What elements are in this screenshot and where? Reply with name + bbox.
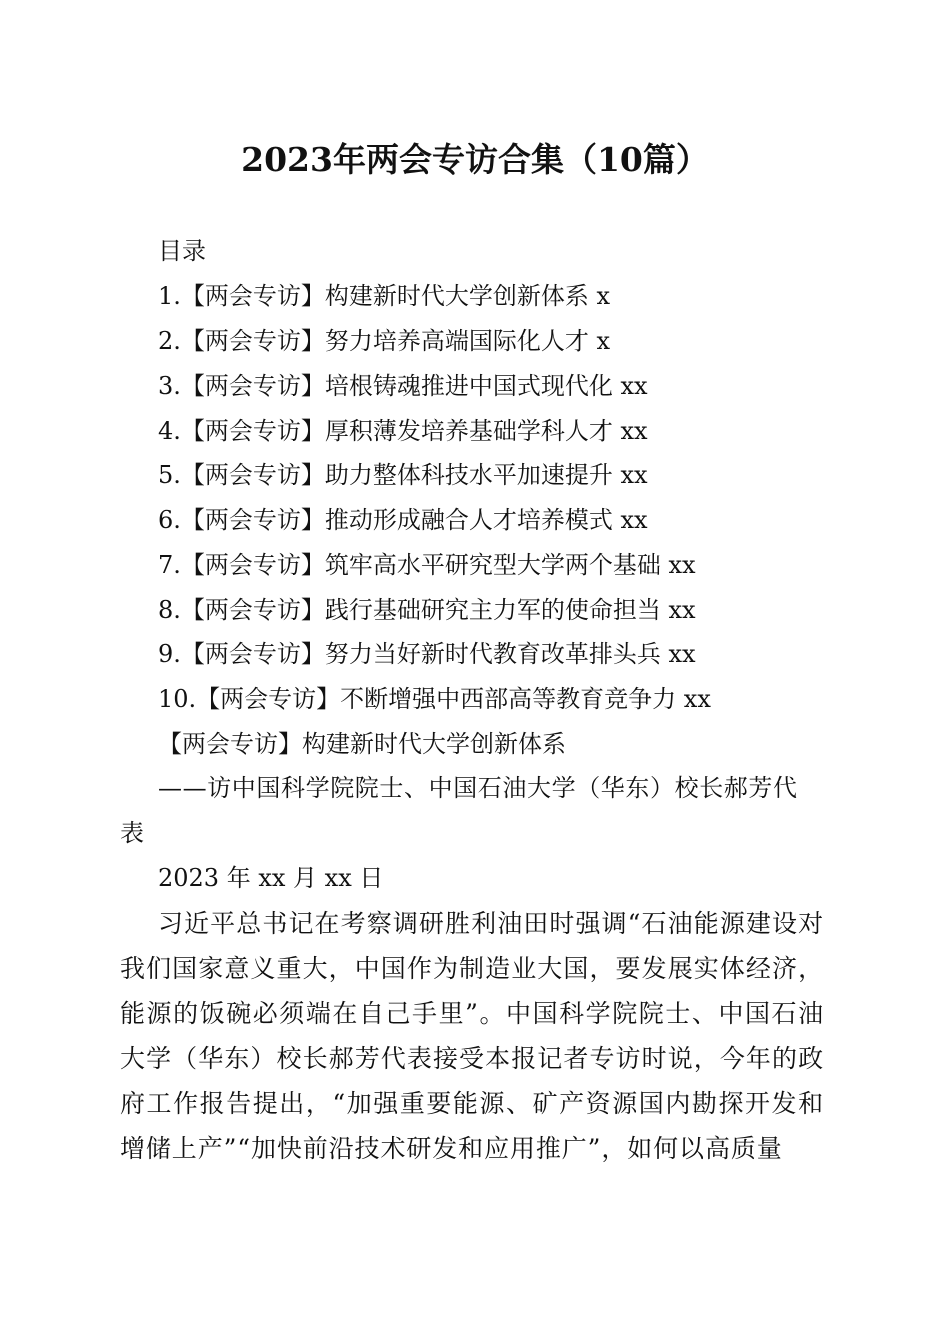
toc-label: 目录 (158, 237, 206, 265)
toc-item-3: 3.【两会专访】培根铸魂推进中国式现代化 xx (158, 372, 648, 400)
article-subtitle-line-1: ——访中国科学院院士、中国石油大学（华东）校长郝芳代 (158, 774, 798, 802)
toc-item-10: 10.【两会专访】不断增强中西部高等教育竞争力 xx (158, 685, 711, 713)
toc-item-1: 1.【两会专访】构建新时代大学创新体系 x (158, 282, 611, 310)
article-body: 习近平总书记在考察调研胜利油田时强调“石油能源建设对我们国家意义重大，中国作为制造业大国，要发展实体经济，能源的饭碗必须端在自己手里”。中国科学院院士、中国石油大学（华东）校长郝芳代表接受本报记者专访时说，今年的政府工作报告提出，“加强重要能源、矿产资源国内勘探开发和增储上产”“加快前沿技术研发和应用推广”，如何以高质量 (120, 909, 824, 1163)
article-heading: 【两会专访】构建新时代大学创新体系 (158, 730, 566, 758)
toc-item-5: 5.【两会专访】助力整体科技水平加速提升 xx (158, 461, 648, 489)
article-date: 2023 年 xx 月 xx 日 (158, 864, 384, 892)
toc-item-9: 9.【两会专访】努力当好新时代教育改革排头兵 xx (158, 640, 696, 668)
toc-item-4: 4.【两会专访】厚积薄发培养基础学科人才 xx (158, 417, 648, 445)
toc-item-7: 7.【两会专访】筑牢高水平研究型大学两个基础 xx (158, 551, 696, 579)
toc-item-6: 6.【两会专访】推动形成融合人才培养模式 xx (158, 506, 648, 534)
toc-item-2: 2.【两会专访】努力培养高端国际化人才 x (158, 327, 611, 355)
document-title: 2023年两会专访合集（10篇） (241, 140, 709, 179)
toc-item-8: 8.【两会专访】践行基础研究主力军的使命担当 xx (158, 596, 696, 624)
article-subtitle-line-2: 表 (120, 819, 144, 847)
